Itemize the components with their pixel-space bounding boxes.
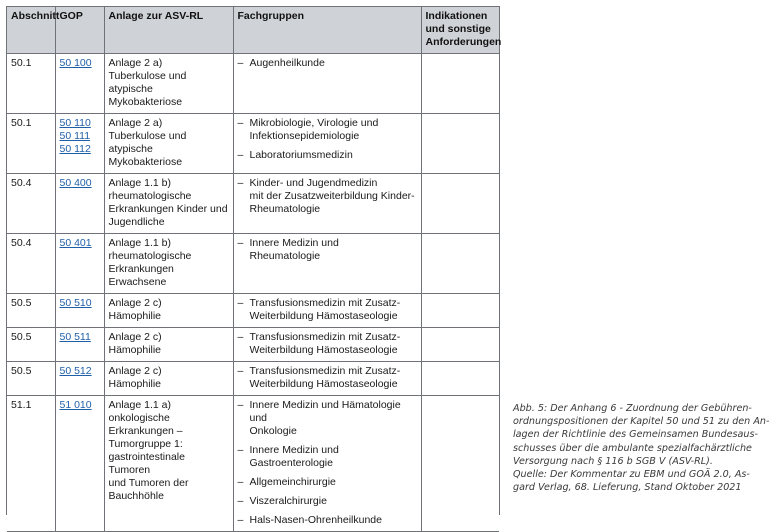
anlage-line: rheumatologische [108, 190, 192, 202]
fachgruppe-text [250, 331, 401, 357]
anlage-cell [104, 174, 233, 234]
fachgruppe-line: Kinder- und Jugendmedizin [249, 177, 378, 189]
abschnitt-cell: 50.4 [7, 234, 55, 294]
anlage-line: und Tumoren der [108, 477, 189, 489]
anlage-line: Anlage 1.1 a) [108, 399, 171, 411]
list-dash: – [237, 495, 244, 507]
fachgruppen-cell [233, 362, 421, 396]
fachgruppen-cell [233, 114, 421, 174]
gop-link[interactable]: 50 512 [59, 365, 92, 377]
anlage-cell [104, 396, 233, 532]
fachgruppe-item [238, 177, 417, 216]
indikationen-cell [421, 396, 499, 532]
list-dash: – [237, 331, 244, 343]
list-dash: – [237, 297, 244, 309]
gop-cell [55, 396, 104, 532]
fachgruppe-line: Transfusionsmedizin mit Zusatz- [249, 331, 401, 343]
anlage-line: Tumorgruppe 1: [108, 438, 183, 450]
anlage-line: onkologische [108, 412, 170, 424]
list-dash: – [237, 57, 244, 69]
fachgruppen-cell [233, 54, 421, 114]
fachgruppe-item [238, 476, 417, 489]
fachgruppe-item [238, 399, 417, 438]
gop-cell [55, 294, 104, 328]
caption-line: schusses über die ambulante spezialfachärztliche [513, 442, 752, 454]
gop-link[interactable]: 50 111 [59, 130, 91, 142]
fachgruppen-cell [233, 234, 421, 294]
header-line: Anforderungen [425, 36, 502, 48]
gop-cell [55, 174, 104, 234]
gop-link[interactable]: 50 100 [59, 57, 92, 69]
anlage-line: Anlage 1.1 b) [108, 237, 171, 249]
fachgruppe-text [250, 495, 327, 508]
fachgruppe-text [250, 444, 339, 470]
indikationen-cell [421, 174, 499, 234]
table-row [7, 362, 499, 396]
caption-line: Abb. 5: Der Anhang 6 - Zuordnung der Gebühren- [513, 403, 752, 414]
fachgruppe-line: Transfusionsmedizin mit Zusatz- [249, 365, 401, 377]
gop-link[interactable]: 50 510 [59, 297, 92, 309]
fachgruppe-text [250, 514, 383, 527]
caption-line: Versorgung nach § 116 b SGB V (ASV-RL). [513, 455, 713, 467]
fachgruppe-line: Innere Medizin und [249, 237, 339, 249]
anlage-line: Anlage 2 c) [108, 331, 162, 343]
header-indikationen [421, 7, 502, 54]
caption-line: ordnungspositionen der Kapitel 50 und 51 zu den An- [513, 416, 770, 428]
list-dash: – [237, 177, 244, 189]
header-abschnitt: Abschnitt [7, 7, 55, 54]
fachgruppen-cell [233, 328, 421, 362]
anlage-line: Erkrankungen – [108, 425, 183, 437]
anlage-line: Hämophilie [108, 344, 162, 356]
fachgruppe-item [238, 297, 417, 323]
fachgruppe-item [238, 149, 417, 162]
gop-link[interactable]: 50 400 [59, 177, 92, 189]
table-header-row [7, 7, 499, 54]
list-dash: – [237, 444, 244, 456]
anlage-cell [104, 328, 233, 362]
table-body [7, 54, 499, 532]
header-fachgruppen: Fachgruppen [233, 7, 421, 54]
fachgruppe-item [238, 237, 417, 263]
indikationen-cell [421, 114, 499, 174]
gop-cell [55, 328, 104, 362]
anlage-cell [104, 362, 233, 396]
abschnitt-cell: 50.1 [7, 54, 55, 114]
abschnitt-cell: 50.5 [7, 362, 55, 396]
fachgruppe-line: Gastroenterologie [249, 457, 333, 469]
anlage-cell [104, 234, 233, 294]
figure-caption [513, 402, 770, 494]
fachgruppe-line: Mikrobiologie, Virologie und [249, 117, 379, 129]
anlage-line: Jugendliche [108, 216, 165, 228]
gop-cell [55, 234, 104, 294]
anlage-line: Anlage 1.1 b) [108, 177, 171, 189]
fachgruppe-text [250, 177, 415, 216]
fachgruppe-item [238, 117, 417, 143]
indikationen-cell [421, 54, 499, 114]
abschnitt-cell: 50.5 [7, 328, 55, 362]
indikationen-cell [421, 328, 499, 362]
gop-link[interactable]: 50 112 [59, 143, 91, 155]
fachgruppe-line: Rheumatologie [249, 203, 321, 215]
anlage-line: Anlage 2 c) [108, 297, 162, 309]
list-dash: – [237, 365, 244, 377]
anlage-line: Anlage 2 a) [108, 57, 163, 69]
table-row [7, 328, 499, 362]
anlage-line: Tuberkulose und atypische [108, 130, 187, 155]
fachgruppe-line: mit der Zusatzweiterbildung Kinder- [249, 190, 415, 202]
header-anlage: Anlage zur ASV-RL [104, 7, 233, 54]
anlage-cell [104, 294, 233, 328]
caption-line: lagen der Richtlinie des Gemeinsamen Bundesaus- [513, 429, 758, 441]
fachgruppe-line: Viszeralchirurgie [249, 495, 327, 507]
anlage-line: Anlage 2 a) [108, 117, 163, 129]
header-line: Indikationen [425, 10, 488, 22]
fachgruppe-line: Weiterbildung Hämostaseologie [249, 344, 398, 356]
table-row [7, 396, 499, 532]
fachgruppe-text [250, 237, 339, 263]
asv-assignment-table [7, 7, 502, 532]
anlage-line: rheumatologische [108, 250, 192, 262]
anlage-line: Mykobakteriose [108, 96, 183, 108]
fachgruppe-item [238, 331, 417, 357]
gop-link[interactable]: 50 401 [59, 237, 92, 249]
indikationen-cell [421, 294, 499, 328]
gop-cell [55, 114, 104, 174]
fachgruppe-line: Innere Medizin und Hämatologie und [249, 399, 401, 424]
gop-link[interactable]: 50 110 [59, 117, 91, 129]
table-row [7, 174, 499, 234]
anlage-line: Hämophilie [108, 378, 162, 390]
fachgruppe-text [250, 57, 325, 70]
fachgruppe-text [250, 117, 379, 143]
abschnitt-cell: 50.4 [7, 174, 55, 234]
indikationen-cell [421, 234, 499, 294]
anlage-line: Erkrankungen Kinder und [108, 203, 228, 215]
indikationen-cell [421, 362, 499, 396]
fachgruppe-line: Onkologie [249, 425, 297, 437]
table-row [7, 114, 499, 174]
fachgruppe-line: Infektionsepidemiologie [249, 130, 360, 142]
fachgruppen-cell [233, 174, 421, 234]
gop-cell [55, 54, 104, 114]
fachgruppe-line: Weiterbildung Hämostaseologie [249, 310, 398, 322]
fachgruppe-item [238, 514, 417, 527]
gop-link[interactable]: 50 511 [59, 331, 91, 343]
anlage-line: gastrointestinale Tumoren [108, 451, 185, 476]
anlage-line: Bauchhöhle [108, 490, 164, 502]
list-dash: – [237, 237, 244, 249]
list-dash: – [237, 117, 244, 129]
fachgruppe-line: Transfusionsmedizin mit Zusatz- [249, 297, 401, 309]
list-dash: – [237, 514, 244, 526]
fachgruppe-line: Rheumatologie [249, 250, 321, 262]
fachgruppe-line: Augenheilkunde [249, 57, 325, 69]
fachgruppe-line: Weiterbildung Hämostaseologie [249, 378, 398, 390]
fachgruppe-line: Laboratoriumsmedizin [249, 149, 353, 161]
anlage-line: Erkrankungen [108, 263, 174, 275]
caption-line: gard Verlag, 68. Lieferung, Stand Oktober 2021 [513, 482, 742, 494]
list-dash: – [237, 399, 244, 411]
header-line: und sonstige [425, 23, 491, 35]
fachgruppen-cell [233, 396, 421, 532]
list-dash: – [237, 476, 244, 488]
list-dash: – [237, 149, 244, 161]
gop-link[interactable]: 51 010 [59, 399, 92, 411]
fachgruppe-text [250, 399, 417, 438]
fachgruppe-item [238, 57, 417, 70]
fachgruppe-item [238, 444, 417, 470]
caption-line: Quelle: Der Kommentar zu EBM und GOÄ 2.0, As- [513, 469, 750, 481]
asv-table-container [6, 6, 502, 526]
fachgruppe-item [238, 365, 417, 391]
fachgruppe-line: Innere Medizin und [249, 444, 339, 456]
fachgruppen-cell [233, 294, 421, 328]
anlage-line: Anlage 2 c) [108, 365, 162, 377]
fachgruppe-text [250, 476, 336, 489]
fachgruppe-line: Allgemeinchirurgie [249, 476, 336, 488]
fachgruppe-text [250, 149, 353, 162]
anlage-cell [104, 114, 233, 174]
header-gop: GOP [55, 7, 104, 54]
anlage-line: Tuberkulose und atypische [108, 70, 187, 95]
anlage-line: Mykobakteriose [108, 156, 183, 168]
abschnitt-cell: 50.1 [7, 114, 55, 174]
anlage-line: Erwachsene [108, 276, 167, 288]
fachgruppe-item [238, 495, 417, 508]
fachgruppe-text [250, 365, 401, 391]
fachgruppe-text [250, 297, 401, 323]
anlage-line: Hämophilie [108, 310, 162, 322]
fachgruppe-line: Hals-Nasen-Ohrenheilkunde [249, 514, 382, 526]
abschnitt-cell: 51.1 [7, 396, 55, 532]
abschnitt-cell: 50.5 [7, 294, 55, 328]
table-row [7, 294, 499, 328]
anlage-cell [104, 54, 233, 114]
gop-cell [55, 362, 104, 396]
table-row [7, 54, 499, 114]
table-row [7, 234, 499, 294]
